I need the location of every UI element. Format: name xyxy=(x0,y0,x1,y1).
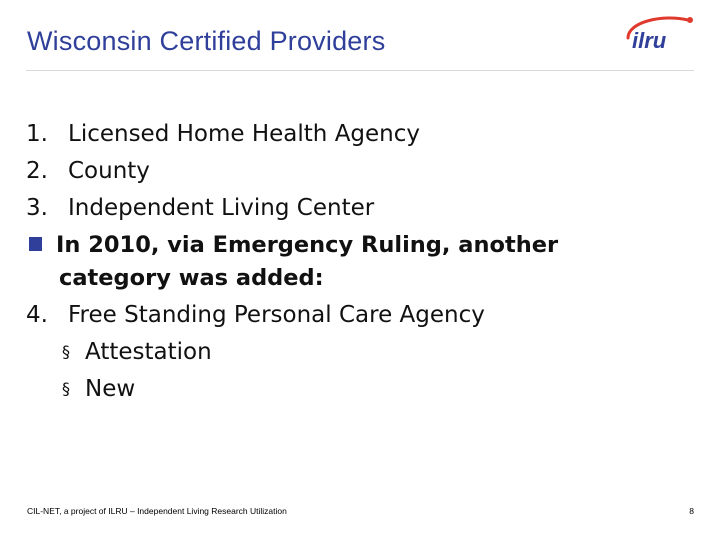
note-item xyxy=(26,229,686,262)
sub-item xyxy=(26,336,686,373)
list-item-text: Independent Living Center xyxy=(68,195,375,221)
sub-item-text: Attestation xyxy=(85,339,212,365)
note-continuation xyxy=(26,262,686,299)
list-number: 2. xyxy=(26,158,48,184)
sub-item xyxy=(26,373,686,410)
list-number: 3. xyxy=(26,195,48,221)
sub-item-text: New xyxy=(85,376,136,402)
list-item xyxy=(26,299,686,336)
svg-text:ilru: ilru xyxy=(632,28,667,52)
title-divider xyxy=(26,70,694,71)
footer-text: CIL-NET, a project of ILRU – Independent Living Research Utilization xyxy=(27,506,287,516)
list-item-text: Free Standing Personal Care Agency xyxy=(68,302,485,328)
page-number: 8 xyxy=(689,506,694,516)
list-item-text: County xyxy=(68,158,150,184)
list-number: 1. xyxy=(26,121,48,147)
list-item xyxy=(26,192,686,229)
list-item xyxy=(26,155,686,192)
note-line-1: In 2010, via Emergency Ruling, another xyxy=(56,232,559,258)
section-sign-bullet: § xyxy=(62,379,70,398)
provider-list xyxy=(26,118,686,410)
note-line-2: category was added: xyxy=(59,265,324,291)
ilru-logo xyxy=(622,12,696,52)
list-item xyxy=(26,118,686,155)
checkbox-square-icon xyxy=(29,237,42,251)
list-item-text: Licensed Home Health Agency xyxy=(68,121,421,147)
slide-title: Wisconsin Certified Providers xyxy=(27,26,386,56)
section-sign-bullet: § xyxy=(62,342,70,361)
list-number: 4. xyxy=(26,302,48,328)
